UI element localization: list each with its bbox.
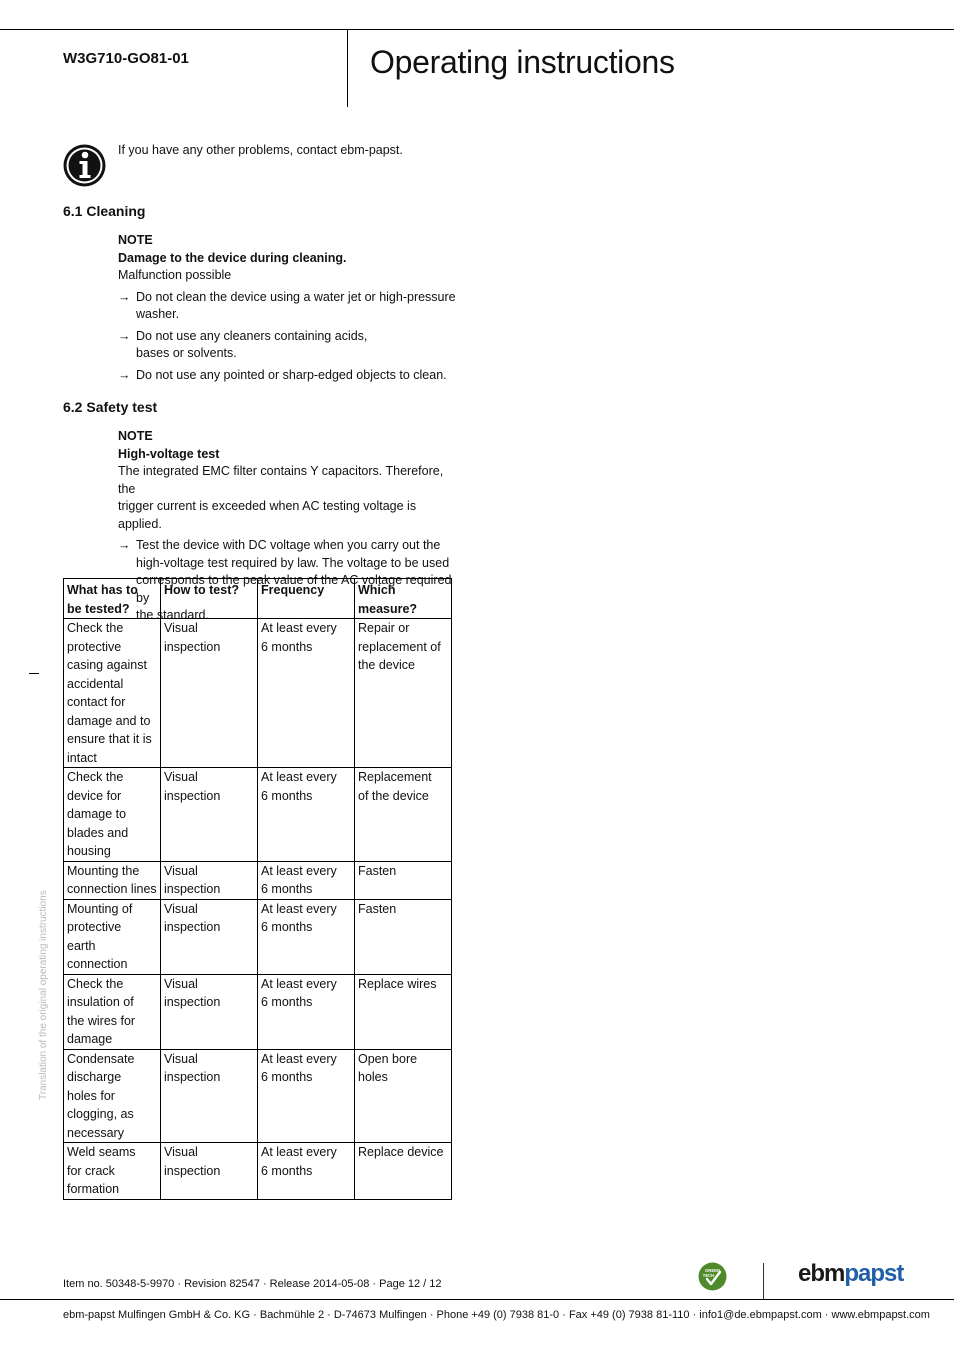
table-header-cell <box>64 579 161 619</box>
cell-text: connection lines <box>67 882 157 896</box>
table-cell <box>64 974 161 1049</box>
cell-text: clogging, as <box>67 1107 134 1121</box>
badge-text-top: GREEN <box>705 1268 720 1273</box>
cell-text: blades and <box>67 825 129 840</box>
cell-text: Open bore holes <box>358 1051 418 1084</box>
list-item <box>118 328 463 363</box>
list-item-text: Test the device with DC voltage when you carry out the high-voltage test required by law. The voltage to be used corresponds to the peak value of the AC voltage required by the standard. <box>136 538 452 622</box>
cell-text: Visual inspection <box>164 863 221 896</box>
cell-text: Weld seams <box>67 1145 136 1159</box>
list-item-text: Do not clean the device using a water jet or high-pressure <box>136 289 456 304</box>
cell-text: 6 months <box>261 920 313 934</box>
cleaning-note <box>118 232 463 384</box>
cell-text: 6 months <box>261 995 313 1009</box>
cell-text: discharge <box>67 1070 122 1084</box>
header-text: measure? <box>358 601 418 616</box>
footer-item-line: Item no. 50348-5-9970 · Revision 82547 · Release 2014-05-08 · Page 12 / 12 <box>63 1278 442 1290</box>
note-label: NOTE <box>118 429 153 443</box>
table-row <box>64 899 452 974</box>
table-cell <box>258 1143 355 1200</box>
cell-text: protective <box>67 920 122 934</box>
cell-text: necessary <box>67 1125 124 1140</box>
footer-logo-divider <box>763 1263 764 1299</box>
table-cell <box>64 1143 161 1200</box>
info-icon <box>63 144 106 187</box>
cell-text: ensure that it is <box>67 732 152 746</box>
table-cell <box>64 861 161 899</box>
table-cell <box>258 974 355 1049</box>
cell-text: At least every <box>261 1145 337 1159</box>
table-cell <box>64 619 161 768</box>
info-text: If you have any other problems, contact ebm-papst. <box>118 143 403 157</box>
cell-text: replacement of <box>358 639 441 654</box>
table-cell <box>355 861 452 899</box>
table-cell <box>161 974 258 1049</box>
list-item-text: Do not use any cleaners containing acids, <box>136 328 368 343</box>
note-title: Damage to the device during cleaning. <box>118 250 347 265</box>
cell-text: Replace device <box>358 1145 444 1159</box>
cell-text: the wires for <box>67 1013 136 1028</box>
section-heading-safety: 6.2 Safety test <box>63 399 158 415</box>
cell-text: accidental <box>67 676 124 691</box>
cell-text: 6 months <box>261 882 313 896</box>
cell-text: earth connection <box>67 938 128 971</box>
cell-text: Check the <box>67 976 124 991</box>
cell-text: Visual inspection <box>164 976 221 1009</box>
footer-rule <box>0 1299 954 1300</box>
header-text: What has to <box>67 583 138 597</box>
table-header-cell <box>258 579 355 619</box>
cell-text: Visual inspection <box>164 770 221 803</box>
table-cell <box>64 899 161 974</box>
table-cell <box>258 619 355 768</box>
header-text: Which <box>358 583 396 597</box>
cell-text: casing against <box>67 658 147 672</box>
cell-text: Condensate <box>67 1051 135 1066</box>
cell-text: Visual inspection <box>164 1051 221 1084</box>
cell-text: intact <box>67 750 97 765</box>
greentech-logo <box>698 1262 727 1291</box>
arrow-icon: → <box>118 538 131 552</box>
arrow-icon: → <box>118 328 131 343</box>
cell-text: damage and to <box>67 713 151 728</box>
margin-tick <box>29 673 39 674</box>
table-cell <box>258 1049 355 1143</box>
table-cell <box>355 768 452 862</box>
cell-text: device for <box>67 788 122 803</box>
table-row <box>64 974 452 1049</box>
cell-text: contact for <box>67 695 126 709</box>
cell-text: Mounting of <box>67 901 133 916</box>
note-title: High-voltage test <box>118 446 220 461</box>
arrow-icon: → <box>118 289 131 304</box>
header-text: be tested? <box>67 601 130 616</box>
table-cell <box>258 899 355 974</box>
list-item <box>118 367 463 385</box>
table-cell <box>161 1049 258 1143</box>
table-cell <box>161 619 258 768</box>
cell-text: protective <box>67 639 122 654</box>
list-item-text: Do not use any pointed or sharp-edged objects to clean. <box>136 367 447 382</box>
table-header-row <box>64 579 452 619</box>
table-row <box>64 1143 452 1200</box>
table-row <box>64 861 452 899</box>
cell-text: Check the <box>67 770 124 784</box>
cell-text: Fasten <box>358 863 397 878</box>
cell-text: Visual inspection <box>164 621 221 654</box>
table-row <box>64 768 452 862</box>
note-text: Malfunction possible <box>118 268 232 282</box>
cell-text: Visual inspection <box>164 1145 221 1178</box>
table-row <box>64 1049 452 1143</box>
table-cell <box>161 1143 258 1200</box>
table-cell <box>355 1143 452 1200</box>
cell-text: holes for <box>67 1088 115 1103</box>
header-text: Frequency <box>261 583 325 597</box>
cell-text: insulation of <box>67 995 134 1009</box>
cell-text: 6 months <box>261 1070 313 1084</box>
inspection-table <box>63 578 452 1200</box>
cell-text: At least every <box>261 621 337 635</box>
table-cell <box>161 768 258 862</box>
cell-text: of the device <box>358 788 429 803</box>
cell-text: the device <box>358 658 415 672</box>
table-cell <box>258 768 355 862</box>
cell-text: damage to <box>67 807 127 821</box>
cell-text: housing <box>67 844 111 858</box>
cell-text: formation <box>67 1182 120 1196</box>
ebmpapst-logo: ebmpapst <box>798 1260 904 1287</box>
cell-text: 6 months <box>261 1163 313 1178</box>
header-divider <box>347 29 348 107</box>
note-label: NOTE <box>118 233 153 247</box>
note-text: The integrated EMC filter contains Y capacitors. Therefore, the trigger current is exceeded when AC testing voltage is applied. <box>118 464 444 531</box>
cell-text: At least every <box>261 863 337 878</box>
cell-text: Check the <box>67 621 124 635</box>
table-cell <box>258 861 355 899</box>
table-cell <box>355 899 452 974</box>
table-cell <box>161 861 258 899</box>
cell-text: At least every <box>261 901 337 916</box>
model-number: W3G710-GO81-01 <box>63 50 189 67</box>
cell-text: 6 months <box>261 788 313 803</box>
table-cell <box>64 768 161 862</box>
table-cell <box>355 1049 452 1143</box>
header-text: How to test? <box>164 583 239 597</box>
cell-text: Visual inspection <box>164 901 221 934</box>
cell-text: damage <box>67 1032 113 1046</box>
list-item <box>118 289 463 324</box>
list-item-text: bases or solvents. <box>136 346 237 360</box>
list-item-text: washer. <box>136 307 180 321</box>
table-header-cell <box>355 579 452 619</box>
table-cell <box>355 974 452 1049</box>
table-cell <box>161 899 258 974</box>
table-cell <box>64 1049 161 1143</box>
table-row <box>64 619 452 768</box>
cell-text: Repair or <box>358 621 410 635</box>
cell-text: Replace wires <box>358 976 437 991</box>
cell-text: Replacement <box>358 770 432 784</box>
side-note: Translation of the original operating instructions <box>38 890 49 1100</box>
arrow-icon: → <box>118 367 131 382</box>
header-top-rule <box>0 29 954 30</box>
table-cell <box>355 619 452 768</box>
cell-text: At least every <box>261 770 337 784</box>
cell-text: At least every <box>261 1051 337 1066</box>
badge-text-bottom: TECH <box>702 1273 715 1278</box>
table-header-cell <box>161 579 258 619</box>
cell-text: Fasten <box>358 901 397 916</box>
cell-text: for crack <box>67 1163 115 1178</box>
page-title: Operating instructions <box>370 44 675 80</box>
cell-text: At least every <box>261 976 337 991</box>
footer-company-line: ebm-papst Mulfingen GmbH & Co. KG · Bachmühle 2 · D-74673 Mulfingen · Phone +49 (0) 7938 81-0 · Fax +49 (0) 7938 81-110 · info1@de.ebmpapst.com · www.ebmpapst.com <box>63 1309 930 1321</box>
cell-text: Mounting the <box>67 863 140 878</box>
section-heading-cleaning: 6.1 Cleaning <box>63 203 146 219</box>
cell-text: 6 months <box>261 639 313 654</box>
